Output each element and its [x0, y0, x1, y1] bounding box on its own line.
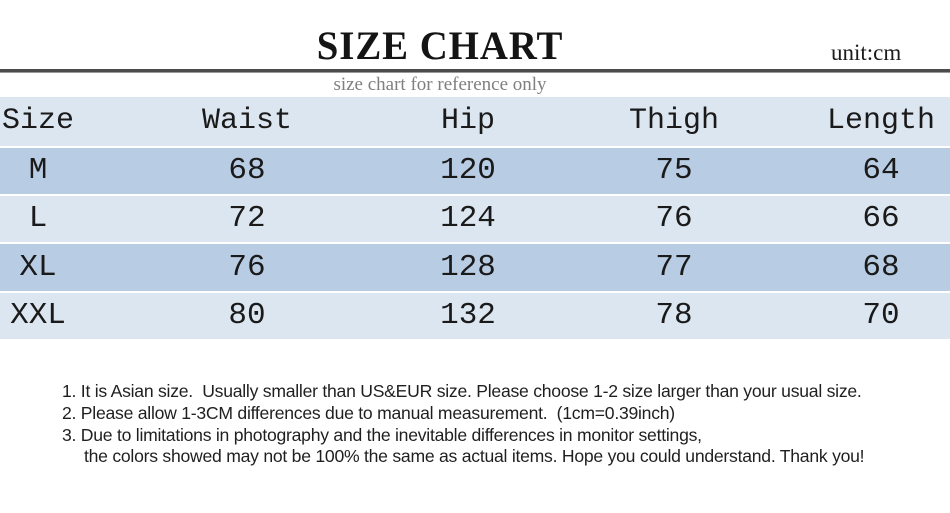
- table-cell: 128: [440, 250, 496, 285]
- table-cell: 120: [440, 153, 496, 188]
- note-2: 2. Please allow 1-3CM differences due to manual measurement. (1cm=0.39inch): [62, 402, 675, 423]
- table-cell: 75: [655, 153, 693, 188]
- size-cell: XL: [19, 250, 57, 285]
- title-divider: [0, 69, 950, 73]
- table-cell: 77: [655, 250, 693, 285]
- table-cell: 66: [862, 201, 900, 236]
- table-cell: 68: [862, 250, 900, 285]
- table-cell: 70: [862, 298, 900, 333]
- table-row-l: [0, 196, 950, 242]
- table-header-row: [0, 97, 950, 146]
- note-3: 3. Due to limitations in photography and the inevitable differences in monitor settings,: [62, 424, 702, 445]
- table-row-m: [0, 148, 950, 194]
- note-1: 1. It is Asian size. Usually smaller than US&EUR size. Please choose 1-2 size larger than your usual size.: [62, 381, 862, 401]
- note-3-cont: the colors showed may not be 100% the same as actual items. Hope you could understand. Thank you!: [84, 446, 865, 467]
- column-header-length: Length: [826, 104, 936, 138]
- table-cell: 80: [228, 298, 266, 333]
- table-cell: 132: [440, 298, 496, 333]
- table-cell: 68: [228, 153, 266, 188]
- table-cell: 76: [655, 201, 693, 236]
- table-row-xxl: [0, 293, 950, 339]
- size-cell: XXL: [10, 298, 66, 333]
- unit-label: unit:cm: [831, 40, 902, 65]
- page-subtitle: size chart for reference only: [333, 74, 547, 95]
- page-title: SIZE CHART: [316, 23, 564, 68]
- table-cell: 124: [440, 201, 496, 236]
- table-cell: 64: [862, 153, 900, 188]
- size-cell: M: [28, 153, 48, 188]
- size-cell: L: [28, 201, 48, 236]
- column-header-size: Size: [1, 104, 75, 138]
- table-cell: 78: [655, 298, 693, 333]
- column-header-hip: Hip: [440, 104, 496, 138]
- table-cell: 76: [228, 250, 266, 285]
- table-row-xl: [0, 244, 950, 291]
- notes-block: [62, 381, 922, 468]
- table-cell: 72: [228, 201, 266, 236]
- column-header-waist: Waist: [201, 104, 293, 138]
- column-header-thigh: Thigh: [628, 104, 720, 138]
